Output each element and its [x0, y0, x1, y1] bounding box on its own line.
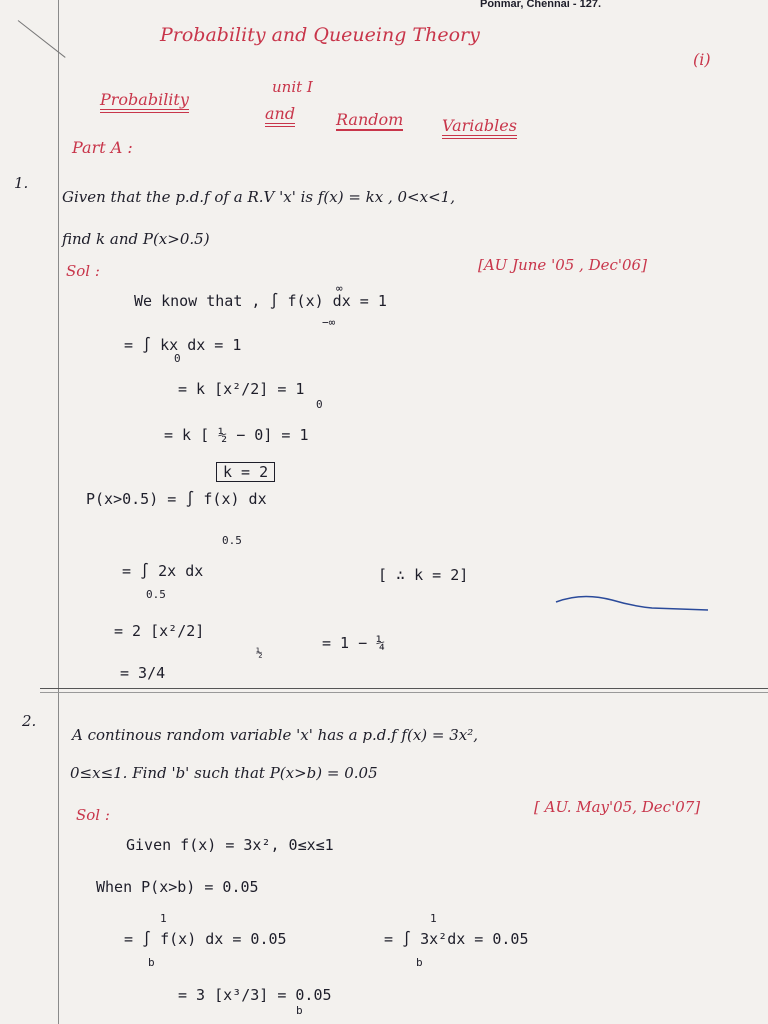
q1-step-1-minus-quarter: = 1 − ¼	[322, 634, 386, 652]
question-1-number: 1.	[14, 174, 29, 192]
unit-label: unit I	[272, 78, 313, 96]
question-2-line-2: 0≤x≤1. Find 'b' such that P(x>b) = 0.05	[70, 764, 378, 782]
q1-step-k-half-minus-zero: = k [ ½ − 0] = 1	[164, 426, 309, 444]
question-2-sol-label: Sol :	[76, 806, 110, 824]
q1-note-k-equals-2: [ ∴ k = 2]	[378, 566, 469, 584]
q2-step-integral-3x2: = ∫ 3x²dx = 0.05	[384, 930, 529, 948]
q1-result-k: k = 2	[216, 462, 275, 482]
q1-step-integral-kx: = ∫ kx dx = 1	[124, 336, 242, 354]
question-2-reference: [ AU. May'05, Dec'07]	[534, 798, 701, 816]
q1-step-know-that: We know that , ∫ f(x) dx = 1	[134, 292, 387, 310]
q2-step-3-x3-over-3: = 3 [x³/3] = 0.05	[178, 986, 332, 1004]
topic-word-4: Variables	[442, 116, 517, 139]
question-divider-shadow	[40, 692, 768, 693]
q1-step-p-x-gt-half: P(x>0.5) = ∫ f(x) dx	[86, 490, 267, 508]
q1-limit-0-5-b: 0.5	[146, 588, 166, 601]
q2-limit-one-a: 1	[160, 912, 167, 925]
q2-limit-b-b: b	[416, 956, 423, 969]
topic-word-2: and	[265, 104, 295, 127]
q2-limit-b-a: b	[148, 956, 155, 969]
q1-step-integral-2x: = ∫ 2x dx	[122, 562, 204, 580]
part-heading: Part A :	[72, 138, 133, 157]
q1-limit-zero-a: 0	[174, 352, 181, 365]
q1-final-answer: = 3/4	[120, 664, 166, 682]
question-1-sol-label: Sol :	[66, 262, 100, 280]
topic-word-1: Probability	[100, 90, 189, 113]
margin-line	[58, 0, 59, 1024]
q1-step-k-x2-over-2: = k [x²/2] = 1	[178, 380, 305, 398]
q2-step-integral-fx: = ∫ f(x) dx = 0.05	[124, 930, 287, 948]
question-1-line-2: find k and P(x>0.5)	[62, 230, 210, 248]
page-number: (i)	[693, 50, 711, 69]
question-1-line-1: Given that the p.d.f of a R.V 'x' is f(x) = kx , 0<x<1,	[62, 188, 455, 206]
q1-limit-zero-b: 0	[316, 398, 323, 411]
q1-limit-inf-top: ∞	[336, 282, 343, 295]
question-1-reference: [AU June '05 , Dec'06]	[478, 256, 647, 274]
q2-limit-one-b: 1	[430, 912, 437, 925]
topic-word-3: Random	[336, 110, 404, 129]
q2-step-when: When P(x>b) = 0.05	[96, 878, 259, 896]
q1-limit-inf-bottom: −∞	[322, 316, 336, 329]
question-2-number: 2.	[22, 712, 37, 730]
question-divider	[40, 688, 768, 689]
q2-step-given: Given f(x) = 3x², 0≤x≤1	[126, 836, 334, 854]
q1-limit-half: ½	[256, 646, 263, 659]
institution-stamp: Ponmar, Chennai - 127.	[480, 0, 602, 10]
q1-step-2-x2-over-2: = 2 [x²/2]	[114, 622, 205, 640]
q1-limit-0-5-a: 0.5	[222, 534, 242, 547]
pen-scribble	[552, 588, 712, 618]
question-2-line-1: A continous random variable 'x' has a p.d.f f(x) = 3x²,	[72, 726, 479, 744]
q2-limit-b-c: b	[296, 1004, 303, 1017]
course-title: Probability and Queueing Theory	[160, 24, 480, 46]
